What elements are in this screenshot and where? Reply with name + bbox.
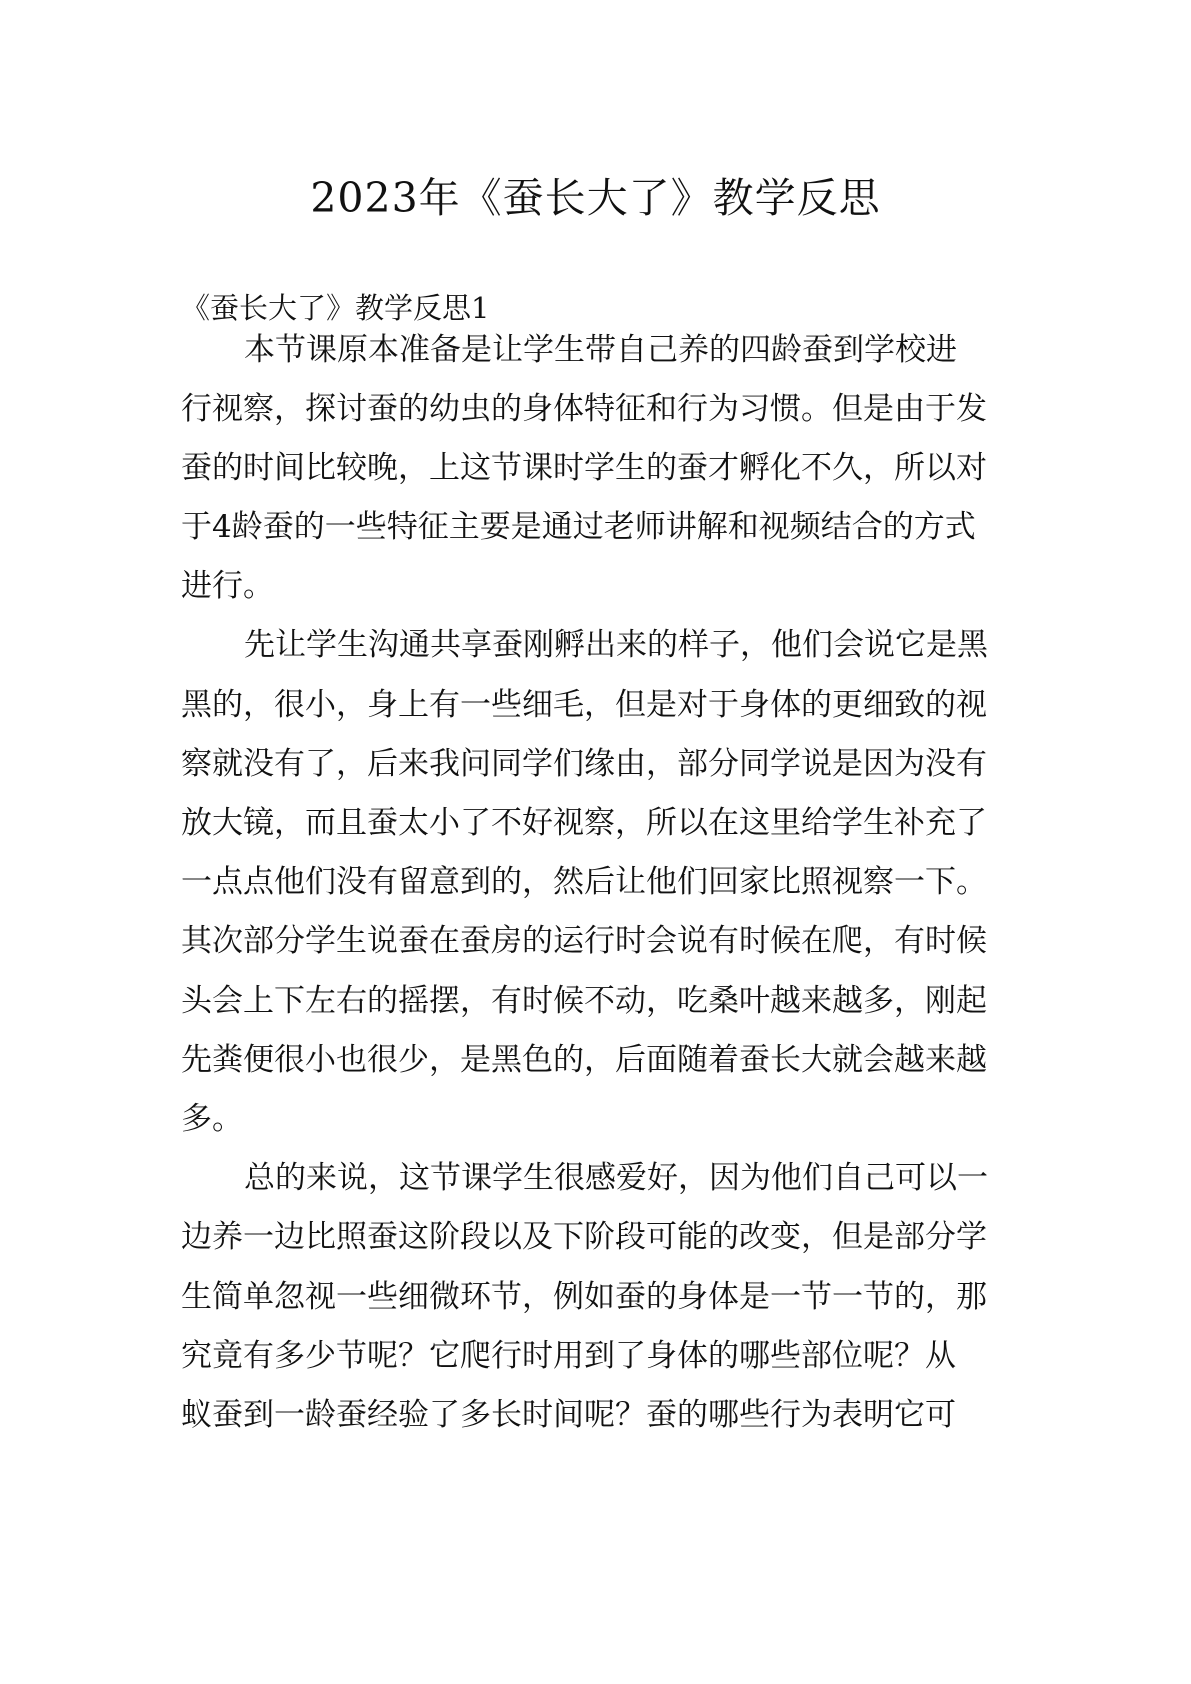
- paragraph-line: 本节课原本准备是让学生带自己养的四龄蚕到学校进: [244, 332, 957, 368]
- paragraph-line: 放大镜，而且蚕太小了不好视察，所以在这里给学生补充了: [181, 805, 987, 841]
- paragraph-line: 先粪便很小也很少，是黑色的，后面随着蚕长大就会越来越: [181, 1042, 987, 1078]
- paragraph-line: 究竟有多少节呢？它爬行时用到了身体的哪些部位呢？从: [181, 1338, 956, 1374]
- paragraph-line: 生简单忽视一些细微环节，例如蚕的身体是一节一节的，那: [181, 1279, 987, 1315]
- paragraph-line: 其次部分学生说蚕在蚕房的运行时会说有时候在爬，有时候: [181, 923, 987, 959]
- paragraph-line: 于4龄蚕的一些特征主要是通过老师讲解和视频结合的方式: [181, 509, 976, 545]
- paragraph-line: 蚁蚕到一龄蚕经验了多长时间呢？蚕的哪些行为表明它可: [181, 1397, 956, 1433]
- section-heading: 《蚕长大了》教学反思1: [181, 291, 490, 325]
- paragraph-line: 一点点他们没有留意到的，然后让他们回家比照视察一下。: [181, 864, 987, 900]
- paragraph-line: 多。: [181, 1101, 243, 1137]
- paragraph-line: 黑的，很小，身上有一些细毛，但是对于身体的更细致的视: [181, 687, 987, 723]
- document-title: 2023年《蚕长大了》教学反思: [310, 174, 881, 222]
- paragraph-line: 边养一边比照蚕这阶段以及下阶段可能的改变，但是部分学: [181, 1219, 987, 1255]
- paragraph-line: 行视察，探讨蚕的幼虫的身体特征和行为习惯。但是由于发: [181, 391, 987, 427]
- paragraph-line: 察就没有了，后来我问同学们缘由，部分同学说是因为没有: [181, 746, 987, 782]
- paragraph-line: 蚕的时间比较晚，上这节课时学生的蚕才孵化不久，所以对: [181, 450, 987, 486]
- paragraph-line: 总的来说，这节课学生很感爱好，因为他们自己可以一: [244, 1160, 988, 1196]
- paragraph-line: 进行。: [181, 568, 274, 604]
- paragraph-line: 先让学生沟通共享蚕刚孵出来的样子，他们会说它是黑: [244, 627, 988, 663]
- paragraph-line: 头会上下左右的摇摆，有时候不动，吃桑叶越来越多，刚起: [181, 983, 987, 1019]
